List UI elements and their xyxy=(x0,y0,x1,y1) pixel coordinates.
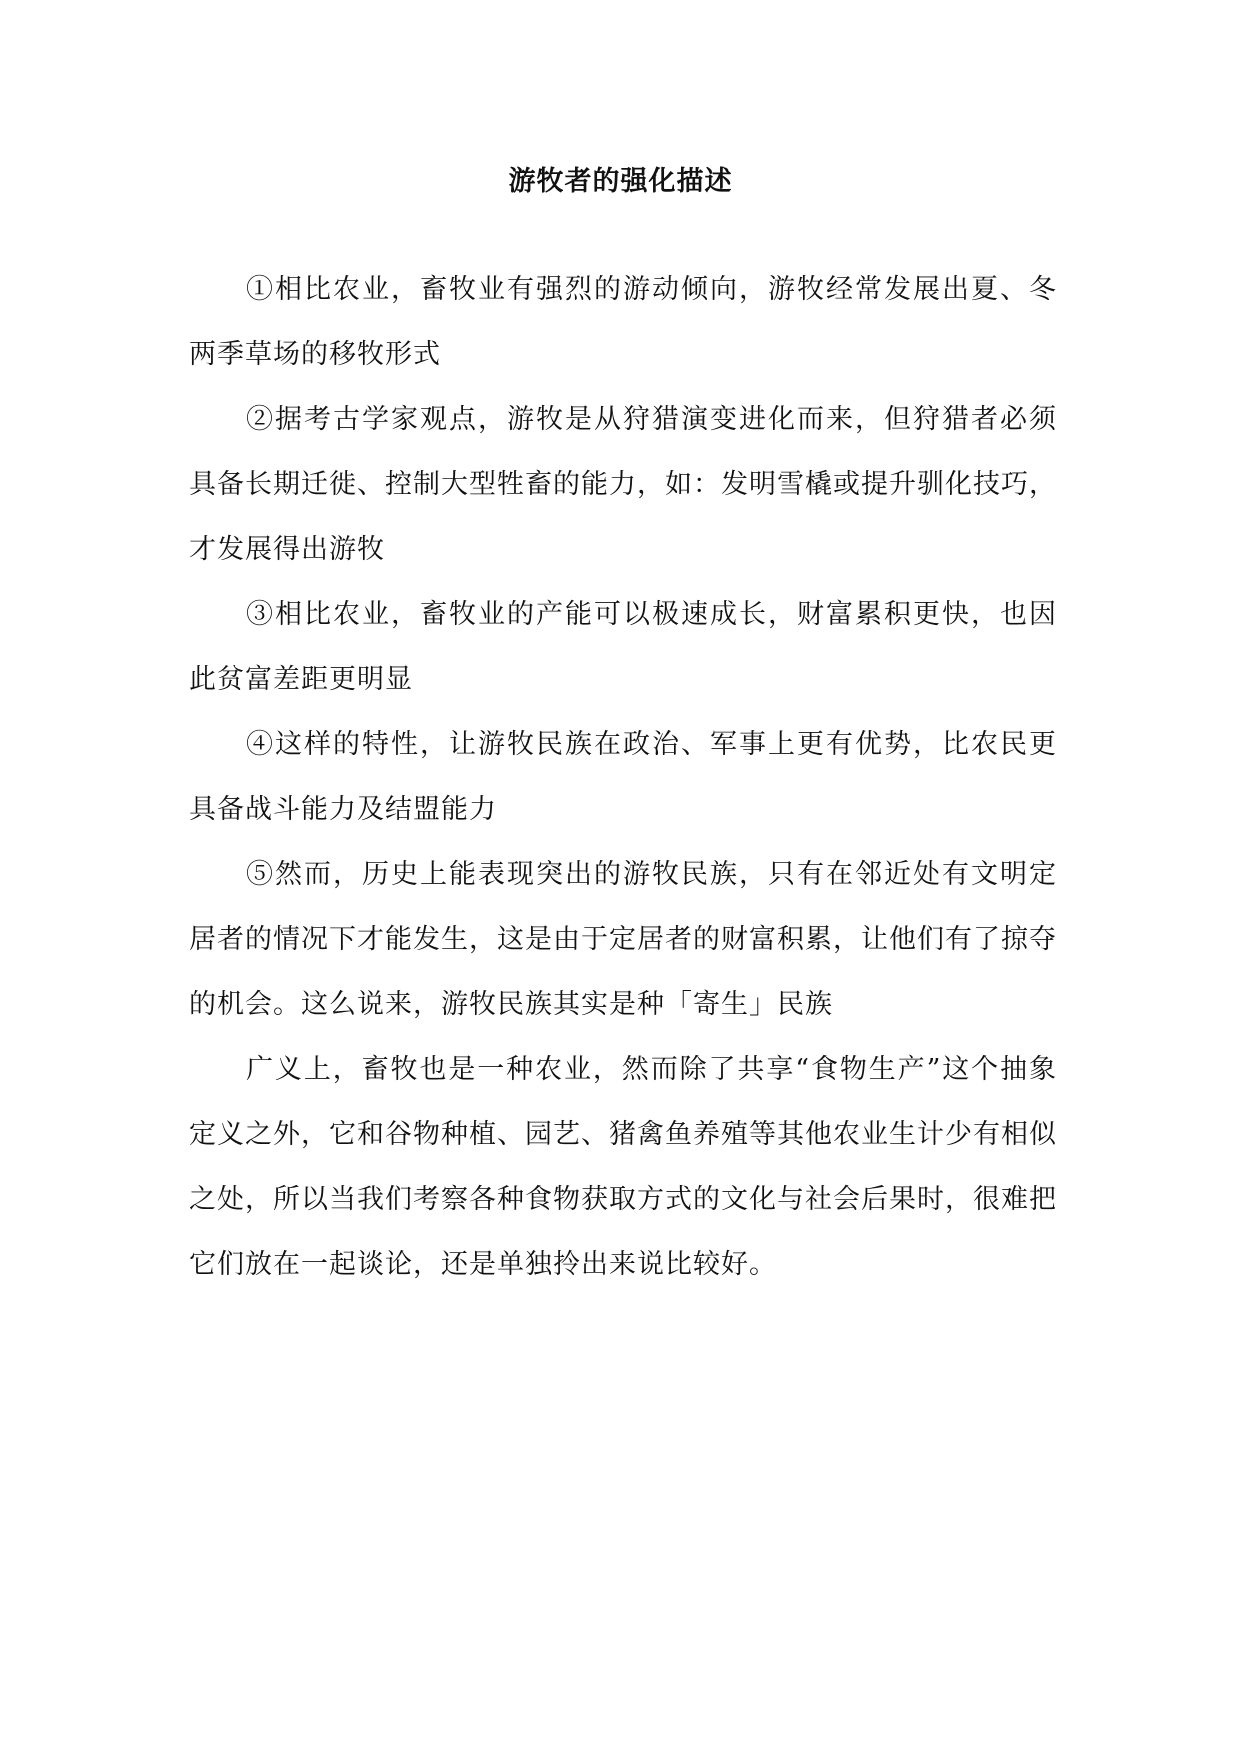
paragraph-3: ③相比农业，畜牧业的产能可以极速成长，财富累积更快，也因此贫富差距更明显 xyxy=(189,599,1057,695)
paragraph-2: ②据考古学家观点，游牧是从狩猎演变进化而来，但狩猎者必须具备长期迁徙、控制大型牲畜的能力，如：发明雪橇或提升驯化技巧，才发展得出游牧 xyxy=(189,404,1057,565)
paragraph-5: ⑤然而，历史上能表现突出的游牧民族，只有在邻近处有文明定居者的情况下才能发生，这是由于定居者的财富积累，让他们有了掠夺的机会。这么说来，游牧民族其实是种「寄生」民族 xyxy=(189,859,1057,1020)
paragraph-1: ①相比农业，畜牧业有强烈的游动倾向，游牧经常发展出夏、冬两季草场的移牧形式 xyxy=(189,274,1057,370)
document-body xyxy=(189,257,1057,1297)
document-title: 游牧者的强化描述 xyxy=(508,166,733,197)
paragraph-4: ④这样的特性，让游牧民族在政治、军事上更有优势，比农民更具备战斗能力及结盟能力 xyxy=(189,729,1057,825)
paragraph-6: 广义上，畜牧也是一种农业，然而除了共享“食物生产”这个抽象定义之外，它和谷物种植、园艺、猪禽鱼养殖等其他农业生计少有相似之处，所以当我们考察各种食物获取方式的文化与社会后果时，很难把它们放在一起谈论，还是单独拎出来说比较好。 xyxy=(189,1054,1057,1280)
